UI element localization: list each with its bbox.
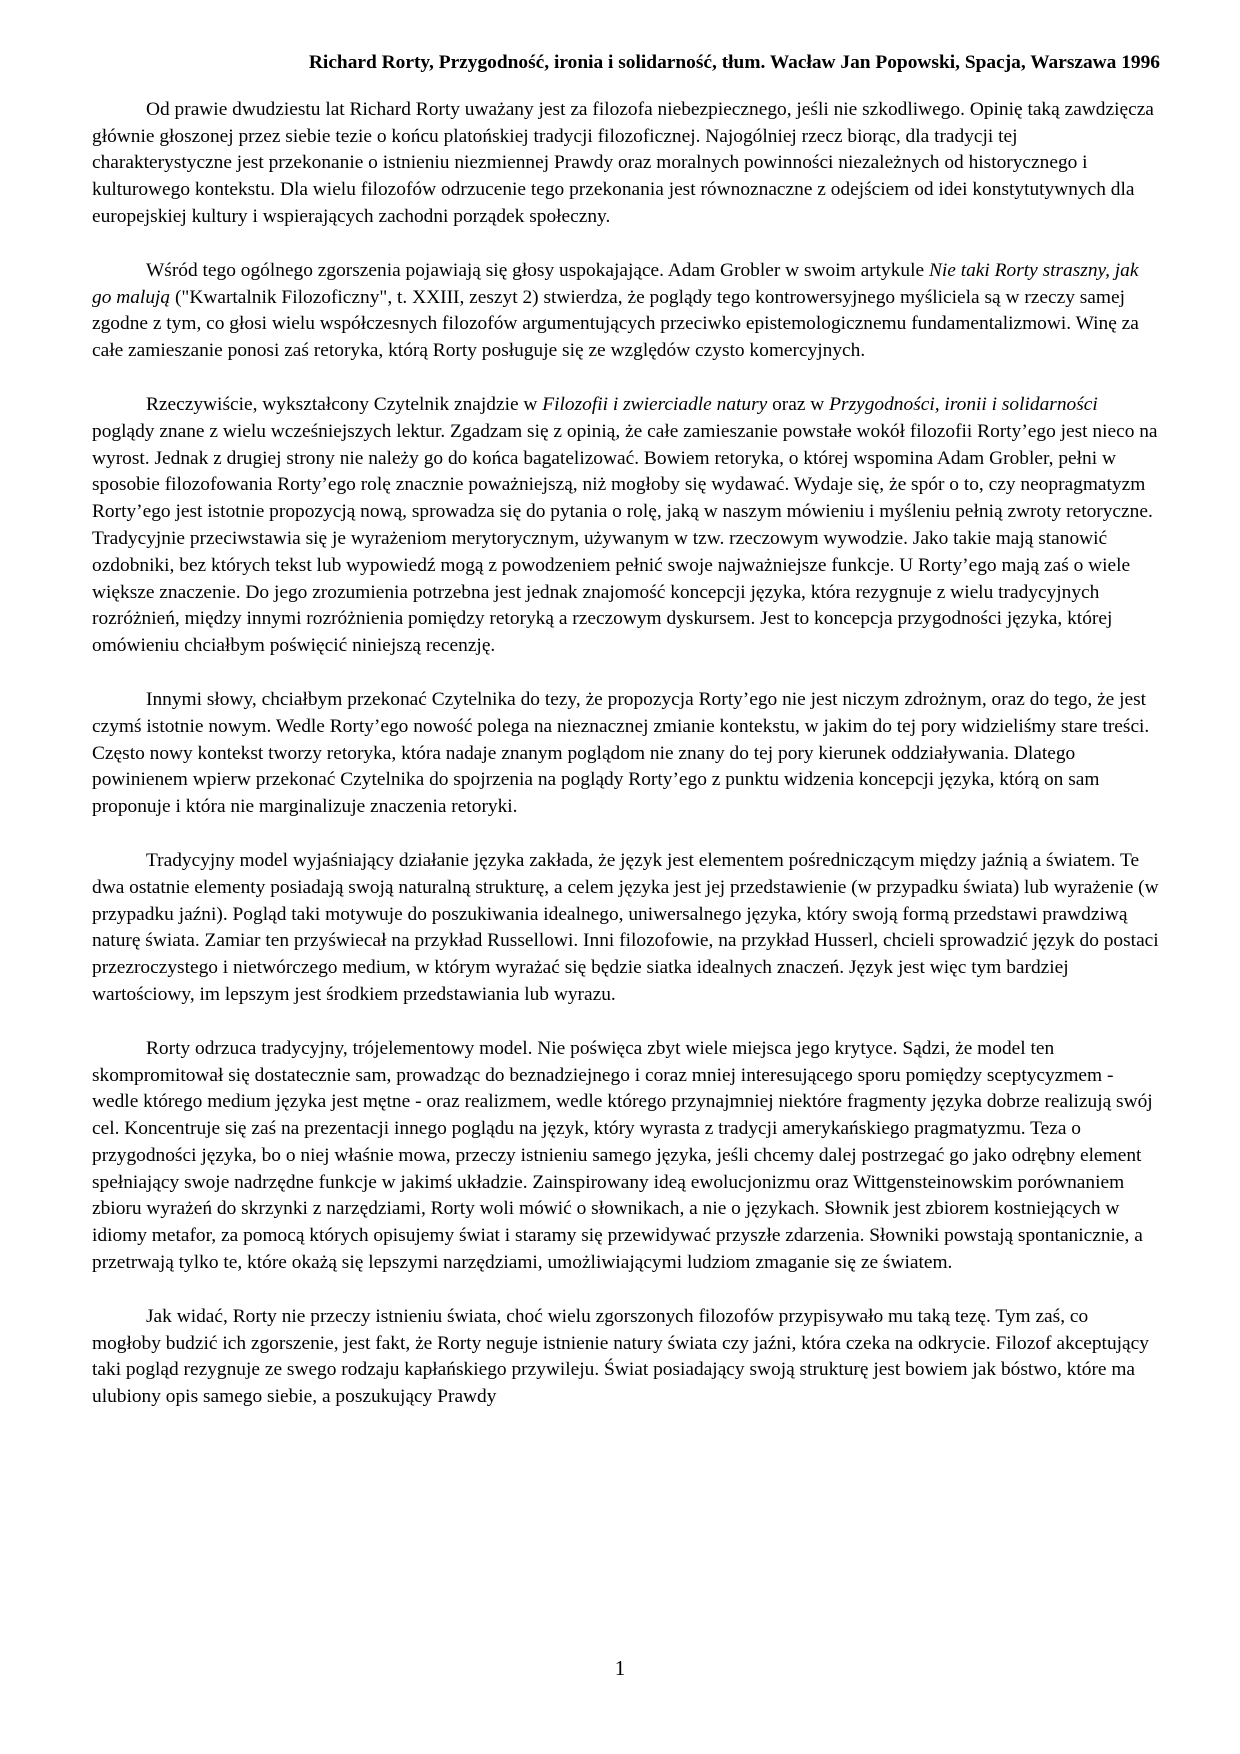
document-title: Richard Rorty, Przygodność, ironia i solidarność, tłum. Wacław Jan Popowski, Spacja, Warszawa 1996 xyxy=(308,52,1160,73)
paragraph-text: Rorty odrzuca tradycyjny, trójelementowy model. Nie poświęca zbyt wiele miejsca jego krytyce. Sądzi, że model ten skompromitował się dostatecznie sam, prowadząc do beznadziejnego i coraz mniej interesującego sporu pomiędzy sceptycyzmem - wedle którego medium języka jest mętne - oraz realizmem, wedle którego przynajmniej niektóre fragmenty języka dobrze realizują swój cel. Koncentruje się zaś na prezentacji innego poglądu na język, który wyrasta z tradycji amerykańskiego pragmatyzmu. Teza o przygodności języka, bo o niej właśnie mowa, przeczy istnieniu samego języka, jeśli chcemy dalej postrzegać go jako odrębny element spełniający swoje nadrzędne funkcje w jakimś układzie. Zainspirowany ideą ewolucjonizmu oraz Wittgensteinowskim porównaniem zbioru wyrażeń do skrzynki z narzędziami, Rorty woli mówić o słownikach, a nie o językach. Słownik jest zbiorem kostniejących w idiomy metafor, za pomocą których opisujemy świat i staramy się przewidywać przyszłe zdarzenia. Słowniki powstają spontanicznie, a przetrwają tylko te, które okażą się lepszymi narzędziami, umożliwiającymi ludziom zmaganie się ze światem. xyxy=(92,1037,1153,1274)
document-body xyxy=(92,97,1160,1411)
paragraph xyxy=(92,97,1160,231)
paragraph-text: poglądy znane z wielu wcześniejszych lektur. Zgadzam się z opinią, że całe zamieszanie powstałe wokół filozofii Rorty’ego jest nieco na wyrost. Jednak z drugiej strony nie należy go do końca bagatelizować. Bowiem retoryka, o której wspomina Adam Grobler, pełni w sposobie filozofowania Rorty’ego rolę znacznie poważniejszą, niż mogłoby się wydawać. Wydaje się, że spór o to, czy neopragmatyzm Rorty’ego jest istotnie propozycją nową, sprowadza się do pytania o rolę, jaką w naszym mówieniu i myśleniu pełnią zwroty retoryczne. Tradycyjnie przeciwstawia się je wyrażeniom merytorycznym, używanym w tzw. rzeczowym wywodzie. Jako takie mają stanowić ozdobniki, bez których tekst lub wypowiedź mogą z powodzeniem pełnić swoje najważniejsze funkcje. U Rorty’ego mają zaś o wiele większe znaczenie. Do jego zrozumienia potrzebna jest jednak znajomość koncepcji języka, która rezygnuje z wielu tradycyjnych rozróżnień, między innymi rozróżnienia pomiędzy retoryką a rzeczowym dyskursem. Jest to koncepcja przygodności języka, której omówieniu chciałbym poświęcić niniejszą recenzję. xyxy=(92,420,1158,657)
page-number: 1 xyxy=(614,1656,626,1680)
paragraph-text: Rzeczywiście, wykształcony Czytelnik znajdzie w xyxy=(146,393,543,415)
paragraph xyxy=(92,1304,1160,1411)
paragraph-text: Innymi słowy, chciałbym przekonać Czytelnika do tezy, że propozycja Rorty’ego nie jest niczym zdrożnym, oraz do tego, że jest czymś istotnie nowym. Wedle Rorty’ego nowość polega na nieznacznej zmianie kontekstu, w jakim do tej pory widzieliśmy stare treści. Często nowy kontekst tworzy retoryka, która nadaje znanym poglądom nie znany do tej pory kierunek oddziaływania. Dlatego powinienem wpierw przekonać Czytelnika do spojrzenia na poglądy Rorty’ego z punktu widzenia koncepcji języka, którą on sam proponuje i która nie marginalizuje znaczenia retoryki. xyxy=(92,688,1150,818)
paragraph xyxy=(92,1036,1160,1277)
paragraph-text: Jak widać, Rorty nie przeczy istnieniu świata, choć wielu zgorszonych filozofów przypisywało mu taką tezę. Tym zaś, co mogłoby budzić ich zgorszenie, jest fakt, że Rorty neguje istnienie natury świata czy jaźni, która czeka na odkrycie. Filozof akceptujący taki pogląd rezygnuje ze swego rodzaju kapłańskiego przywileju. Świat posiadający swoją strukturę jest bowiem jak bóstwo, które ma ulubiony opis samego siebie, a poszukujący Prawdy xyxy=(92,1305,1149,1408)
italic-title-text: Nie taki Rorty straszny, jak go malują xyxy=(92,259,1139,308)
paragraph xyxy=(92,258,1160,365)
paragraph xyxy=(92,687,1160,821)
paragraph-text: Wśród tego ogólnego zgorszenia pojawiają się głosy uspokajające. Adam Grobler w swoim artykule xyxy=(146,259,929,281)
paragraph-text: ("Kwartalnik Filozoficzny", t. XXIII, zeszyt 2) stwierdza, że poglądy tego kontrowersyjnego myśliciela są w rzeczy samej zgodne z tym, co głosi wielu współczesnych filozofów argumentujących przeciwko epistemologicznemu fundamentalizmowi. Winę za całe zamieszanie ponosi zaś retoryka, którą Rorty posługuje się ze względów czysto komercyjnych. xyxy=(92,286,1139,362)
paragraph-text: Tradycyjny model wyjaśniający działanie języka zakłada, że język jest elementem pośredniczącym między jaźnią a światem. Te dwa ostatnie elementy posiadają swoją naturalną strukturę, a celem języka jest jej przedstawienie (w przypadku świata) lub wyrażenie (w przypadku jaźni). Pogląd taki motywuje do poszukiwania idealnego, uniwersalnego języka, który swoją formą przedstawi prawdziwą naturę świata. Zamiar ten przyświecał na przykład Russellowi. Inni filozofowie, na przykład Husserl, chcieli sprowadzić język do postaci przezroczystego i nietwórczego medium, w którym wyrażać się będzie siatka idealnych znaczeń. Język jest więc tym bardziej wartościowy, im lepszym jest środkiem przedstawiania lub wyrazu. xyxy=(92,849,1159,1005)
paragraph-text: oraz w xyxy=(767,393,830,415)
paragraph-text: Od prawie dwudziestu lat Richard Rorty uważany jest za filozofa niebezpiecznego, jeśli nie szkodliwego. Opinię taką zawdzięcza głównie głoszonej przez siebie tezie o końcu platońskiej tradycji filozoficznej. Najogólniej rzecz biorąc, dla tradycji tej charakterystyczne jest przekonanie o istnieniu niezmiennej Prawdy oraz moralnych powinności niezależnych od historycznego i kulturowego kontekstu. Dla wielu filozofów odrzucenie tego przekonania jest równoznaczne z odejściem od idei konstytutywnych dla europejskiej kultury i wspierających zachodni porządek społeczny. xyxy=(92,98,1154,227)
italic-title-text: Przygodności, ironii i solidarności xyxy=(829,393,1098,415)
paragraph xyxy=(92,392,1160,660)
document-page xyxy=(92,50,1160,1438)
italic-title-text: Filozofii i zwierciadle natury xyxy=(542,393,768,415)
paragraph xyxy=(92,848,1160,1009)
